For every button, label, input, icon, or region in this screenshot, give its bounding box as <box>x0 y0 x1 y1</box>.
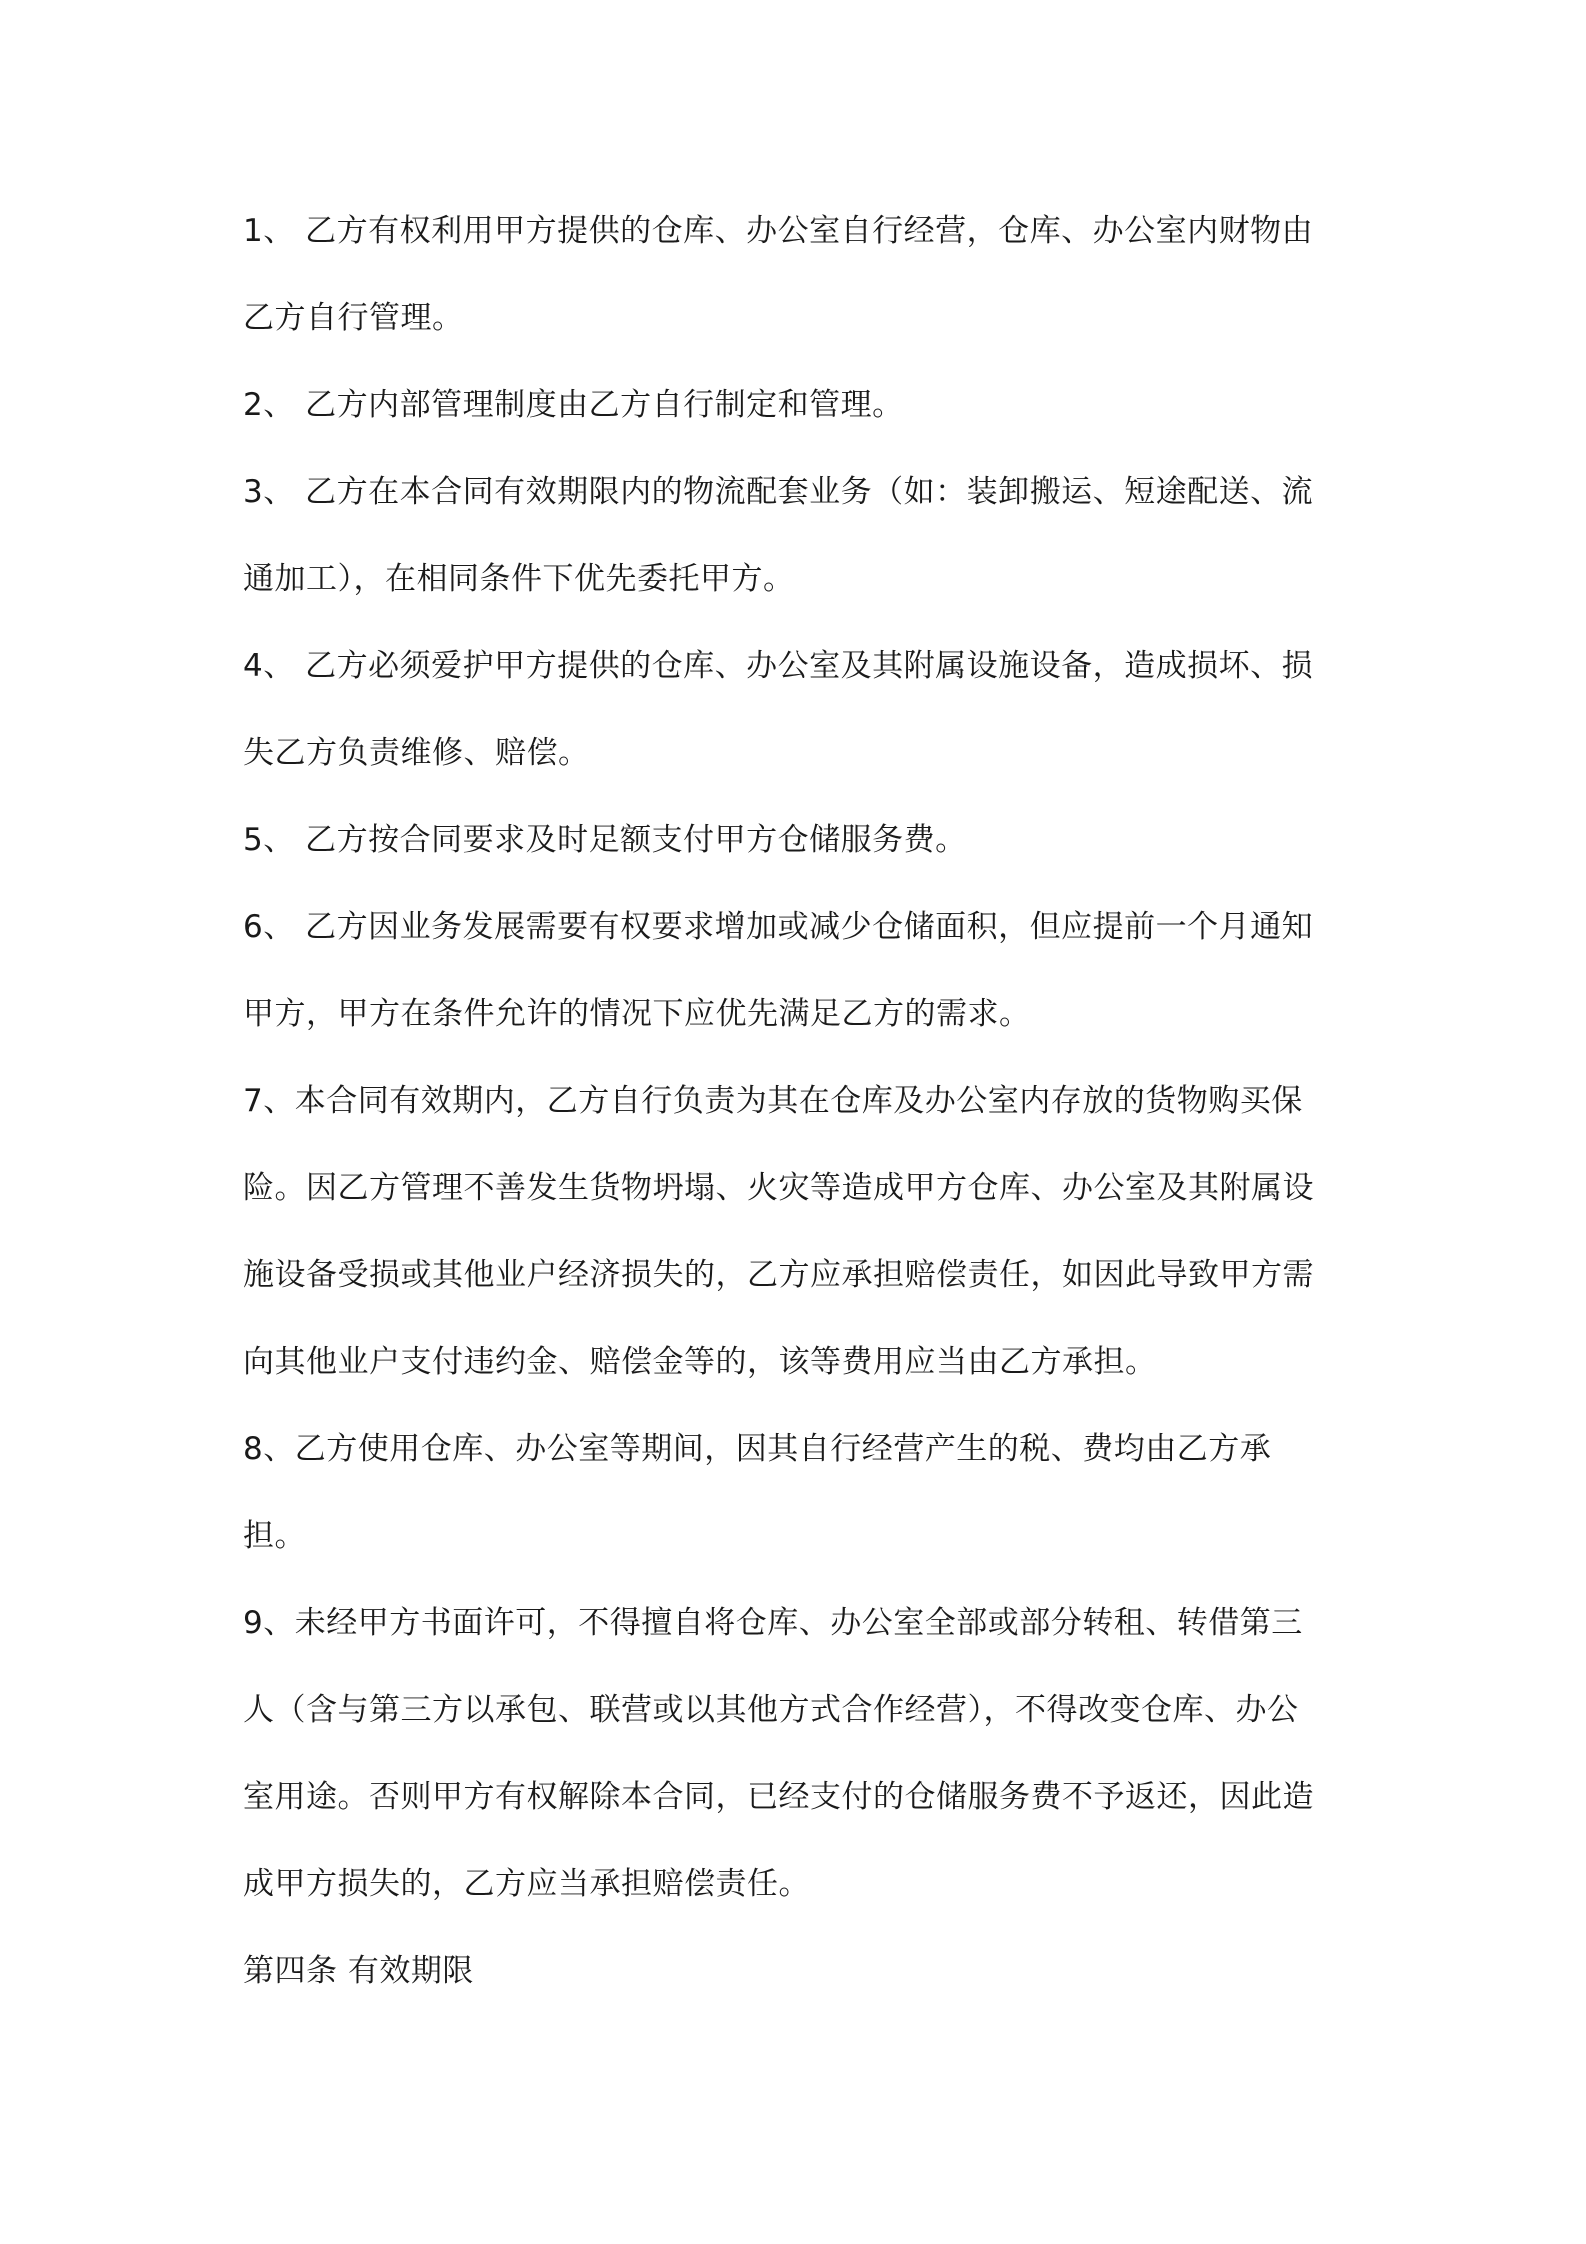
clause-line: 担。 <box>243 1518 306 1554</box>
clause-9 <box>243 1580 1345 1928</box>
clause-line: 2、 乙方内部管理制度由乙方自行制定和管理。 <box>243 387 904 423</box>
clause-line: 4、 乙方必须爱护甲方提供的仓库、办公室及其附属设施设备，造成损坏、损 <box>243 648 1314 684</box>
clause-line: 失乙方负责维修、赔偿。 <box>243 735 590 771</box>
clause-line: 1、 乙方有权利用甲方提供的仓库、办公室自行经营，仓库、办公室内财物由 <box>243 213 1314 249</box>
clause-7 <box>243 1058 1345 1406</box>
clause-line: 险。因乙方管理不善发生货物坍塌、火灾等造成甲方仓库、办公室及其附属设 <box>243 1170 1314 1206</box>
clause-8 <box>243 1406 1345 1580</box>
document-body <box>243 188 1345 2015</box>
clause-line: 乙方自行管理。 <box>243 300 464 336</box>
clause-4 <box>243 623 1345 797</box>
clause-line: 施设备受损或其他业户经济损失的，乙方应承担赔偿责任，如因此导致甲方需 <box>243 1257 1314 1293</box>
clause-line: 向其他业户支付违约金、赔偿金等的，该等费用应当由乙方承担。 <box>243 1344 1157 1380</box>
section-heading: 第四条 有效期限 <box>243 1953 474 1989</box>
clause-line: 7、本合同有效期内，乙方自行负责为其在仓库及办公室内存放的货物购买保 <box>243 1083 1303 1119</box>
clause-line: 通加工），在相同条件下优先委托甲方。 <box>243 561 795 597</box>
clause-6 <box>243 884 1345 1058</box>
clause-line: 9、未经甲方书面许可，不得擅自将仓库、办公室全部或部分转租、转借第三 <box>243 1605 1303 1641</box>
clause-line: 5、 乙方按合同要求及时足额支付甲方仓储服务费。 <box>243 822 967 858</box>
clause-2 <box>243 362 1345 449</box>
clause-line: 室用途。否则甲方有权解除本合同，已经支付的仓储服务费不予返还，因此造 <box>243 1779 1314 1815</box>
clause-line: 3、 乙方在本合同有效期限内的物流配套业务（如：装卸搬运、短途配送、流 <box>243 474 1314 510</box>
clause-line: 人（含与第三方以承包、联营或以其他方式合作经营），不得改变仓库、办公 <box>243 1692 1299 1728</box>
clause-line: 6、 乙方因业务发展需要有权要求增加或减少仓储面积，但应提前一个月通知 <box>243 909 1314 945</box>
clause-3 <box>243 449 1345 623</box>
clause-line: 8、乙方使用仓库、办公室等期间，因其自行经营产生的税、费均由乙方承 <box>243 1431 1272 1467</box>
clause-1 <box>243 188 1345 362</box>
clause-line: 甲方，甲方在条件允许的情况下应优先满足乙方的需求。 <box>243 996 1031 1032</box>
clause-line: 成甲方损失的，乙方应当承担赔偿责任。 <box>243 1866 810 1902</box>
clause-5 <box>243 797 1345 884</box>
